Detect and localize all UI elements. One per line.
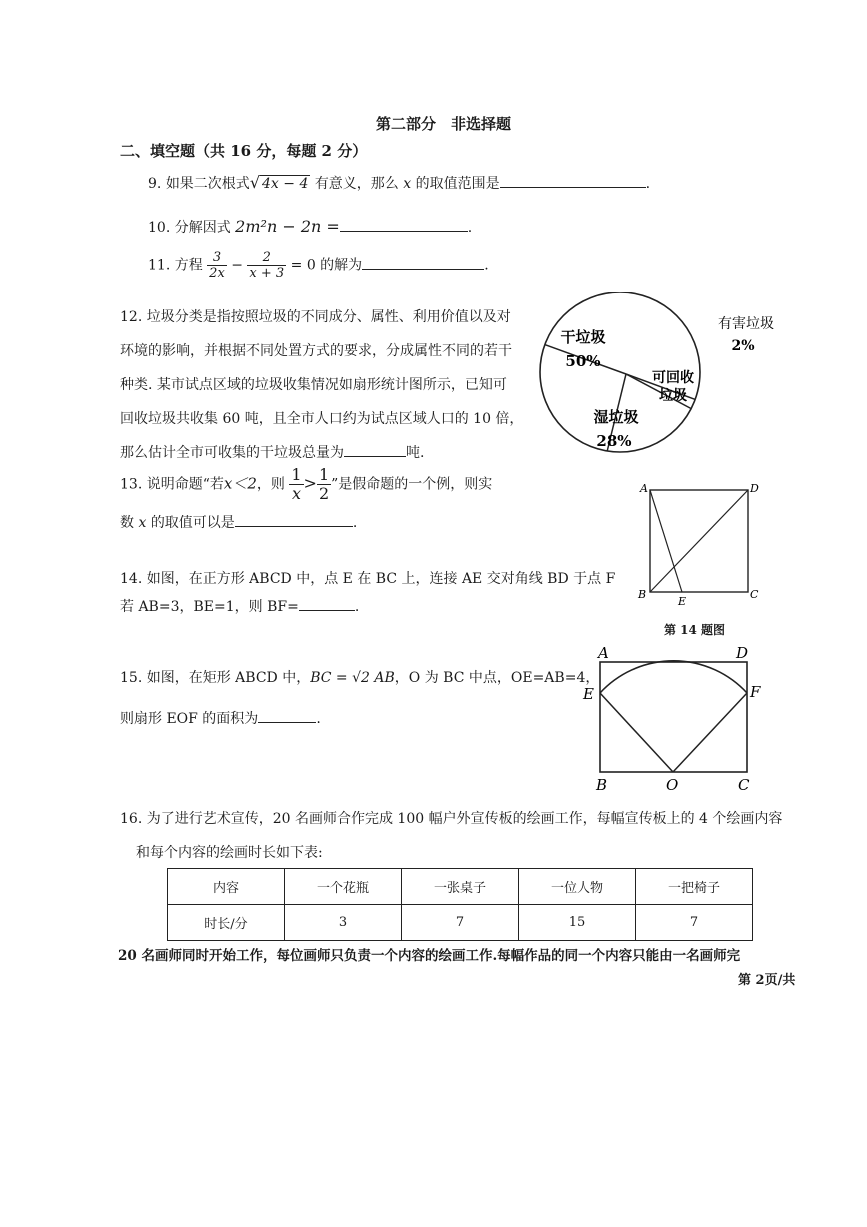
question-14-line-2 bbox=[120, 596, 359, 616]
table-header-cell: 一位人物 bbox=[519, 869, 636, 905]
q14-diagonal-bd bbox=[650, 490, 748, 592]
q13-line2-pre: 数 bbox=[120, 515, 134, 531]
q13-condition: x＜2 bbox=[223, 474, 257, 493]
table-header-row bbox=[168, 869, 753, 905]
q10-end: . bbox=[467, 220, 473, 236]
q10-number: 10. bbox=[148, 220, 171, 236]
q11-fraction-2: $\frac{2}{x + 3}$ bbox=[249, 250, 285, 281]
q13-fraction-2: $\frac{1}{2}$ bbox=[318, 465, 330, 503]
q12-last-pre: 那么估计全市可收集的干垃圾总量为 bbox=[120, 445, 344, 461]
q12-line-2: 环境的影响，并根据不同处置方式的要求，分成属性不同的若干 bbox=[120, 343, 512, 359]
q14-line2-pre: 若 AB=3，BE=1，则 BF= bbox=[120, 599, 299, 615]
q15-label-f: F bbox=[750, 683, 761, 701]
pie-chart bbox=[528, 292, 818, 472]
q14-segment-ae bbox=[650, 490, 682, 592]
question-10 bbox=[148, 217, 472, 237]
pie-value-wet: 28% bbox=[596, 432, 632, 450]
q11-end: . bbox=[484, 257, 489, 274]
q12-line-3: 种类. 某市试点区域的垃圾收集情况如扇形统计图所示，已知可 bbox=[120, 377, 507, 393]
q11-text-eq: = 0 的解为 bbox=[290, 257, 363, 274]
q10-expression: 2m²n − 2n = bbox=[235, 217, 340, 236]
question-14-line-1: 14. 如图，在正方形 ABCD 中，点 E 在 BC 上，连接 AE 交对角线 BD 于点 F bbox=[120, 571, 616, 587]
q9-number: 9. bbox=[148, 176, 162, 192]
pie-label-recyclable-2: 垃圾 bbox=[659, 388, 687, 404]
q10-answer-blank[interactable] bbox=[340, 217, 468, 232]
q16-table bbox=[167, 868, 753, 941]
q15-line1-post: ，O 为 BC 中点，OE=AB=4， bbox=[394, 670, 600, 686]
q13-end: . bbox=[352, 515, 358, 531]
table-cell: 15 bbox=[519, 905, 636, 941]
table-header-cell: 一把椅子 bbox=[636, 869, 753, 905]
pie-label-hazardous: 有害垃圾 bbox=[718, 316, 774, 332]
q15-segment-oe bbox=[600, 693, 673, 772]
q9-end: . bbox=[645, 176, 651, 192]
question-12 bbox=[120, 300, 523, 470]
q15-end: . bbox=[316, 711, 321, 727]
q13-line2-post: 的取值可以是 bbox=[150, 515, 235, 531]
q12-line-4: 回收垃圾共收集 60 吨，且全市人口约为试点区域人口的 10 倍， bbox=[120, 411, 524, 427]
table-cell: 时长/分 bbox=[168, 905, 285, 941]
q15-label-c: C bbox=[738, 776, 750, 794]
q10-text-pre: 分解因式 bbox=[174, 220, 231, 236]
question-11 bbox=[148, 250, 489, 281]
q14-label-b: B bbox=[638, 588, 647, 601]
section-heading: 二、填空题（共 16 分，每题 2 分） bbox=[120, 142, 368, 160]
question-15-line-1 bbox=[120, 667, 599, 687]
q11-text-pre: 方程 bbox=[174, 257, 203, 274]
pie-value-dry: 50% bbox=[565, 352, 601, 370]
q11-number: 11. bbox=[148, 257, 171, 274]
q14-end: . bbox=[354, 599, 360, 615]
q14-label-e: E bbox=[678, 595, 687, 608]
table-header-cell: 一张桌子 bbox=[402, 869, 519, 905]
q12-answer-blank[interactable] bbox=[344, 442, 406, 457]
q9-var: x bbox=[403, 176, 412, 192]
question-15-line-2 bbox=[120, 708, 321, 728]
table-row bbox=[168, 905, 753, 941]
q9-answer-blank[interactable] bbox=[500, 173, 646, 188]
q14-label-d: D bbox=[750, 482, 759, 495]
q15-segment-of bbox=[673, 693, 747, 772]
q15-figure bbox=[580, 640, 770, 795]
q15-label-o: O bbox=[666, 776, 679, 794]
q15-label-a: A bbox=[598, 644, 609, 662]
q15-label-b: B bbox=[596, 776, 608, 794]
q14-figure-caption: 第 14 题图 bbox=[664, 623, 726, 637]
question-13-line-2 bbox=[120, 512, 357, 532]
section-title: 第二部分 非选择题 bbox=[376, 115, 512, 133]
q11-fraction-1: $\frac{3}{2x}$ bbox=[209, 250, 225, 281]
q14-label-c: C bbox=[750, 588, 759, 601]
question-13 bbox=[120, 466, 492, 503]
pie-label-dry: 干垃圾 bbox=[560, 328, 606, 346]
q15-sector-arc bbox=[600, 661, 747, 693]
q9-text-tail: 的取值范围是 bbox=[415, 176, 500, 192]
pie-value-hazardous: 2% bbox=[731, 338, 755, 354]
question-16-line-2: 和每个内容的绘画时长如下表: bbox=[136, 845, 323, 861]
q9-text-pre: 如果二次根式 bbox=[165, 176, 250, 192]
page-footer: 第 2页/共 bbox=[738, 973, 796, 988]
q15-answer-blank[interactable] bbox=[258, 708, 316, 723]
table-header-cell: 内容 bbox=[168, 869, 285, 905]
q15-label-d: D bbox=[736, 644, 749, 662]
q11-minus: − bbox=[231, 257, 243, 274]
q13-fraction-1: $\frac{1}{x}$ bbox=[291, 465, 302, 503]
pie-label-recyclable-1: 可回收 bbox=[652, 370, 694, 386]
q12-line-1: 12. 垃圾分类是指按照垃圾的不同成分、属性、利用价值以及对 bbox=[120, 309, 511, 325]
question-16-line-1: 16. 为了进行艺术宣传，20 名画师合作完成 100 幅户外宣传板的绘画工作，每幅宣传板上的 4 个绘画内容 bbox=[120, 811, 783, 827]
q11-answer-blank[interactable] bbox=[362, 255, 484, 270]
q14-label-a: A bbox=[640, 482, 648, 495]
q13-text-post: ”是假命题的一个例，则实 bbox=[331, 476, 493, 493]
q13-text-mid: ，则 bbox=[256, 476, 285, 493]
q9-text-post: 有意义，那么 bbox=[314, 176, 399, 192]
q12-last-post: 吨. bbox=[406, 445, 425, 461]
question-9: 9. 如果二次根式√ 4x − 4 有意义，那么 x 的取值范围是 . bbox=[148, 173, 651, 192]
q13-answer-blank[interactable] bbox=[235, 512, 353, 527]
q13-number: 13. bbox=[120, 476, 143, 493]
question-16-line-3: 20 名画师同时开始工作，每位画师只负责一个内容的绘画工作.每幅作品的同一个内容只能由一名画师完 bbox=[118, 948, 741, 964]
q9-radicand: 4x − 4 bbox=[262, 176, 309, 192]
table-cell: 7 bbox=[636, 905, 753, 941]
q15-equation: BC = √2 AB bbox=[310, 670, 395, 686]
q15-line1-pre: 15. 如图，在矩形 ABCD 中， bbox=[120, 670, 311, 686]
q15-label-e: E bbox=[583, 685, 594, 703]
table-header-cell: 一个花瓶 bbox=[285, 869, 402, 905]
table-cell: 3 bbox=[285, 905, 402, 941]
q13-text-pre: 说明命题“若 bbox=[146, 476, 224, 493]
q13-var: x bbox=[138, 515, 147, 531]
q15-line2-pre: 则扇形 EOF 的面积为 bbox=[120, 711, 259, 727]
q13-gt: > bbox=[303, 473, 317, 493]
q14-figure bbox=[632, 478, 772, 613]
pie-label-wet: 湿垃圾 bbox=[593, 408, 639, 426]
table-cell: 7 bbox=[402, 905, 519, 941]
q14-answer-blank[interactable] bbox=[299, 596, 355, 611]
